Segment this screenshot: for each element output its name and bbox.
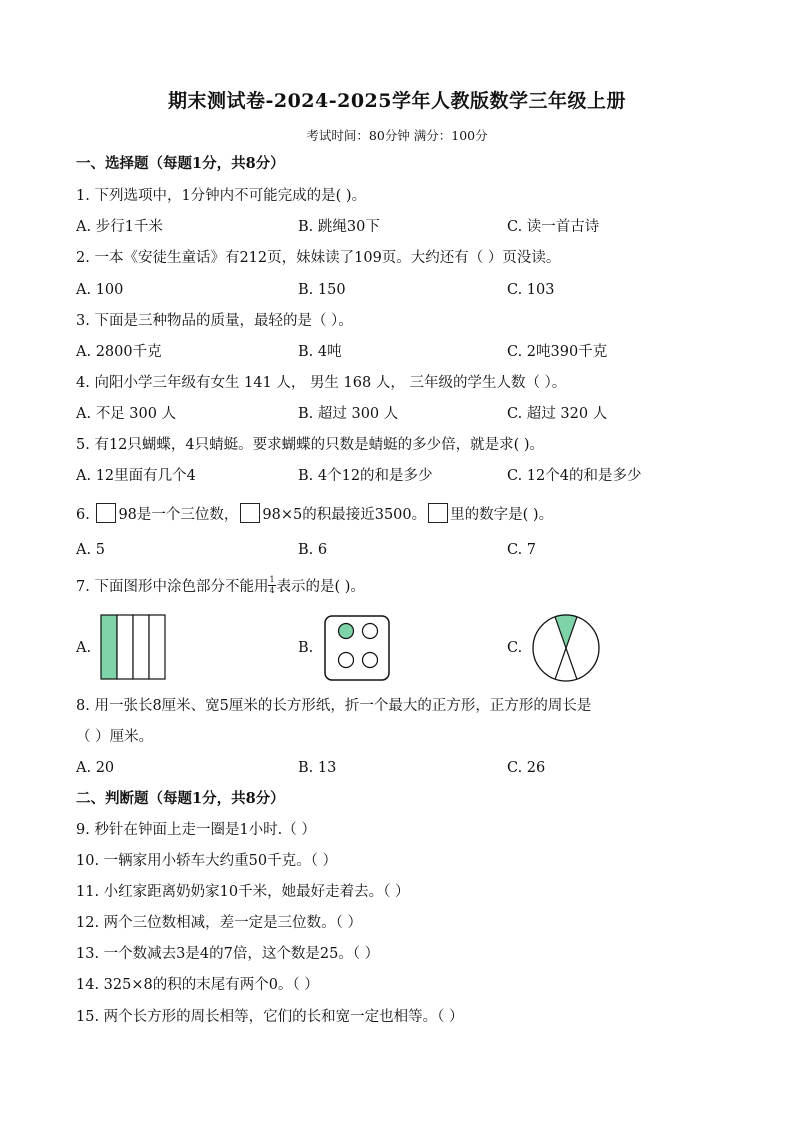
question-6 [76,503,553,524]
q5-option-b: B. 4个12的和是多少 [298,468,433,484]
judge-14: 14. 325×8的积的末尾有两个0。（ ） [76,977,319,993]
judge-13: 13. 一个数减去3是4的7倍，这个数是25。（ ） [76,946,380,962]
q8-option-a: A. 20 [76,760,115,776]
question-4: 4. 向阳小学三年级有女生 141 人， 男生 168 人， 三年级的学生人数（ ）。 [76,375,567,391]
q8-option-b: B. 13 [298,760,337,776]
question-5: 5. 有12只蝴蝶，4只蜻蜓。要求蝴蝶的只数是蜻蜓的多少倍，就是求( )。 [76,437,545,453]
question-8-line-2: （ ）厘米。 [76,729,154,745]
q5-option-c: C. 12个4的和是多少 [507,468,642,484]
fraction-numerator: 1 [269,575,275,584]
divided-circle-figure [531,614,603,684]
q5-option-a: A. 12里面有几个4 [76,468,196,484]
question-3: 3. 下面是三种物品的质量，最轻的是（ ）。 [76,313,353,329]
fraction-denominator: 4 [269,586,275,595]
q6-number: 6. [76,507,90,523]
section-choice-heading: 一、选择题（每题1分，共8分） [76,155,285,172]
judge-15: 15. 两个长方形的周长相等，它们的长和宽一定也相等。（ ） [76,1009,464,1025]
question-8-line-1: 8. 用一张长8厘米、宽5厘米的长方形纸，折一个最大的正方形，正方形的周长是 [76,698,592,714]
q1-option-b: B. 跳绳30下 [298,219,380,235]
q8-option-c: C. 26 [507,760,546,776]
q3-option-c: C. 2吨390千克 [507,344,608,360]
q7-option-a: A. [76,640,92,656]
q7-option-c: C. [507,640,523,656]
answer-box [428,503,448,523]
judge-9: 9. 秒针在钟面上走一圈是1小时.（ ） [76,822,316,838]
q6-part-2: 98×5的积最接近3500。 [262,507,427,523]
q7-part-2: 表示的是( )。 [276,579,365,595]
q4-option-b: B. 超过 300 人 [298,406,399,422]
exam-info: 考试时间：80分钟 满分：100分 [306,128,488,143]
answer-box [96,503,116,523]
q6-part-1: 98是一个三位数， [118,507,239,523]
question-7 [76,577,365,596]
section-judge-heading: 二、判断题（每题1分，共8分） [76,790,285,807]
q2-option-c: C. 103 [507,282,555,298]
question-1: 1. 下列选项中，1分钟内不可能完成的是( )。 [76,188,367,204]
judge-12: 12. 两个三位数相减，差一定是三位数。（ ） [76,915,363,931]
q6-option-b: B. 6 [298,542,328,558]
q2-option-b: B. 150 [298,282,346,298]
q1-option-c: C. 读一首古诗 [507,219,600,235]
four-circles-figure [323,614,393,682]
q7-option-b: B. [298,640,314,656]
q6-part-3: 里的数字是( )。 [450,507,554,523]
fraction-one-quarter [268,577,276,595]
striped-rectangle-figure [100,614,168,680]
q6-option-a: A. 5 [76,542,105,558]
judge-11: 11. 小红家距离奶奶家10千米，她最好走着去。（ ） [76,884,410,900]
q6-option-c: C. 7 [507,542,537,558]
answer-box [240,503,260,523]
q4-option-a: A. 不足 300 人 [76,406,177,422]
page-title: 期末测试卷-2024-2025学年人教版数学三年级上册 [167,90,627,112]
judge-10: 10. 一辆家用小轿车大约重50千克。（ ） [76,853,337,869]
q2-option-a: A. 100 [76,282,124,298]
q3-option-a: A. 2800千克 [76,344,162,360]
q3-option-b: B. 4吨 [298,344,342,360]
q1-option-a: A. 步行1千米 [76,219,163,235]
q4-option-c: C. 超过 320 人 [507,406,608,422]
question-2: 2. 一本《安徒生童话》有212页，妹妹读了109页。大约还有（ ）页没读。 [76,250,561,266]
q7-part-1: 7. 下面图形中涂色部分不能用 [76,579,269,595]
